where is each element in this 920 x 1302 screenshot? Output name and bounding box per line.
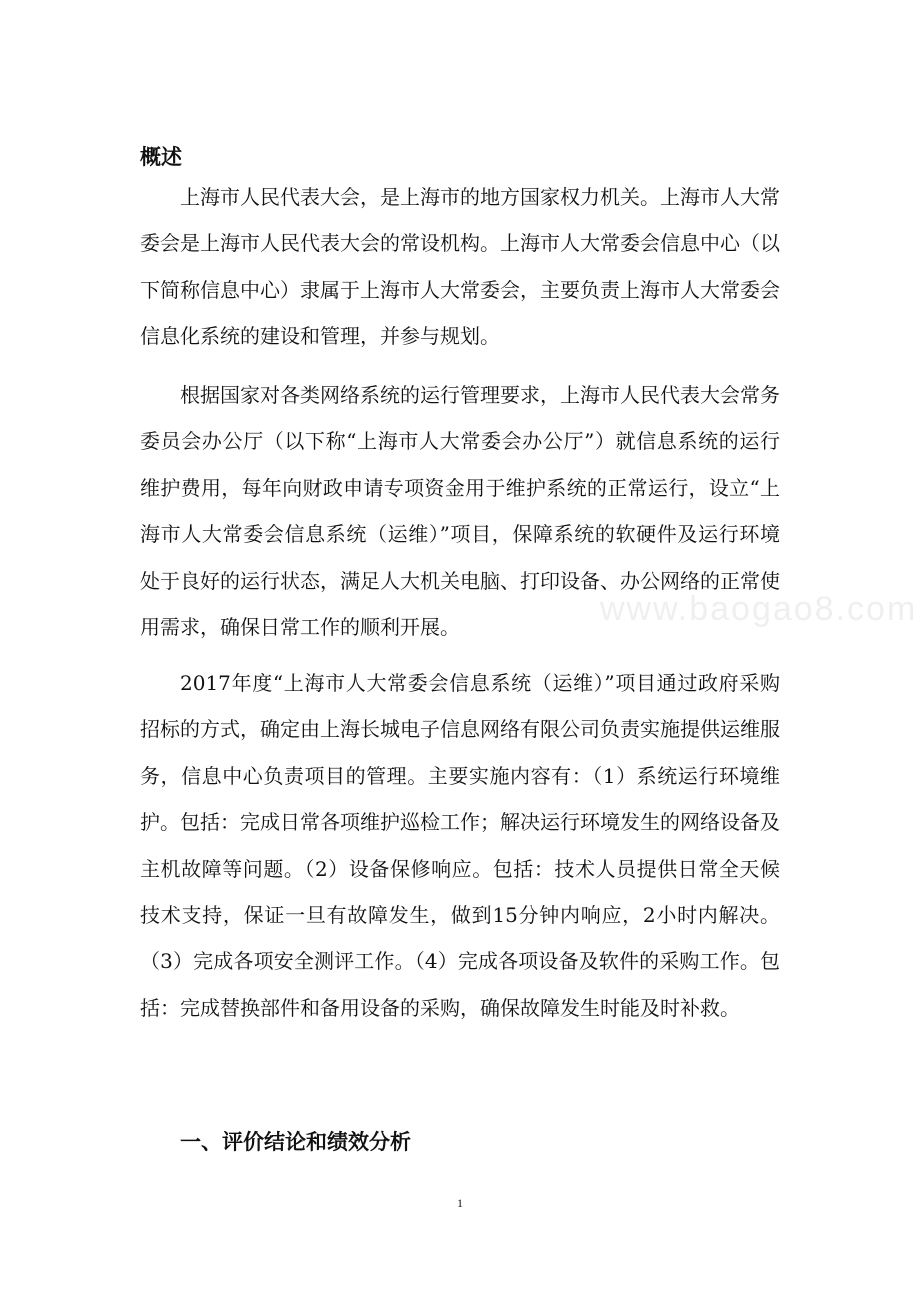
paragraph-requirements: 根据国家对各类网络系统的运行管理要求，上海市人民代表大会常务委员会办公厅（以下称“上海市人大常委会办公厅”）就信息系统的运行维护费用，每年向财政申请专项资金用于维护系统的正常运行，设立“上海市人大常委会信息系统（运维）”项目，保障系统的软硬件及运行环境处于良好的运行状态，满足人大机关电脑、打印设备、办公网络的正常使用需求，确保日常工作的顺利开展。 <box>140 383 780 640</box>
watermark: www.baogao8.com <box>600 590 918 628</box>
paragraph-overview: 上海市人民代表大会，是上海市的地方国家权力机关。上海市人大常委会是上海市人民代表大会的常设机构。上海市人大常委会信息中心（以下简称信息中心）隶属于上海市人大常委会，主要负责上海市人大常委会信息化系统的建设和管理，并参与规划。 <box>140 185 780 349</box>
paragraph-implementation: 2017年度“上海市人大常委会信息系统（运维）”项目通过政府采购招标的方式，确定由上海长城电子信息网络有限公司负责实施提供运维服务，信息中心负责项目的管理。主要实施内容有：（1）系统运行环境维护。包括：完成日常各项维护巡检工作；解决运行环境发生的网络设备及主机故障等问题。（2）设备保修响应。包括：技术人员提供日常全天候技术支持，保证一旦有故障发生，做到15分钟内响应，2小时内解决。（3）完成各项安全测评工作。（4）完成各项设备及软件的采购工作。包括：完成替换部件和备用设备的采购，确保故障发生时能及时补救。 <box>140 671 780 1020</box>
section-heading: 一、评价结论和绩效分析 <box>180 1130 411 1154</box>
document-title: 概述 <box>140 145 182 169</box>
page-number: 1 <box>457 1196 463 1210</box>
